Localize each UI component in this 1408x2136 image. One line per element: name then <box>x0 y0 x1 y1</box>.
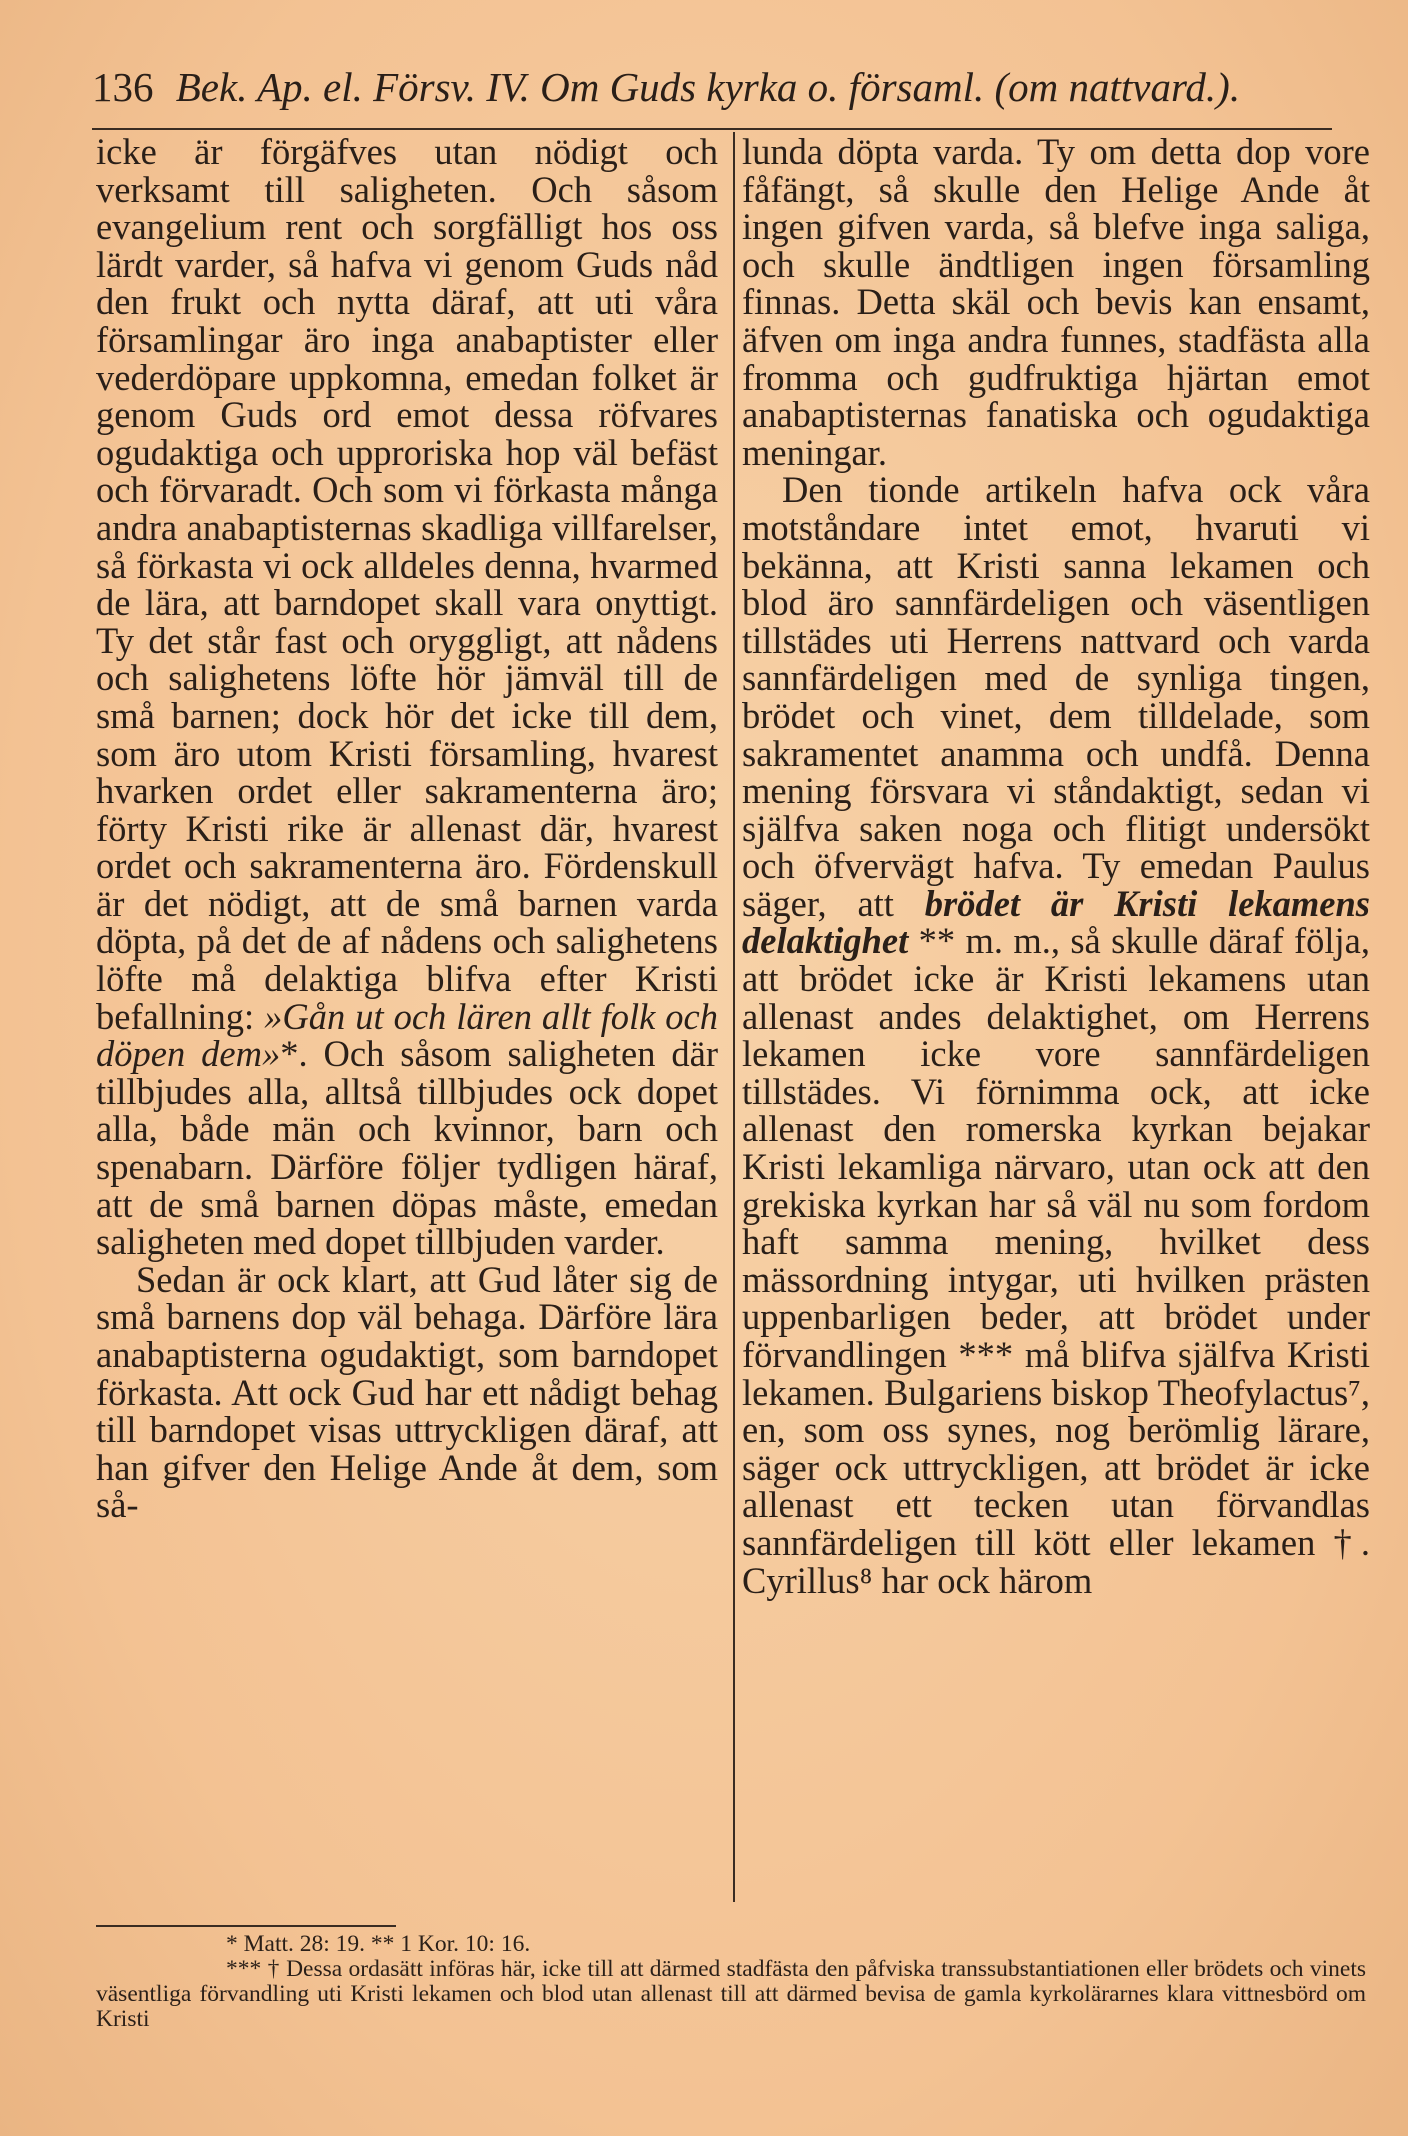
left-column <box>96 133 718 1524</box>
text-run: Den tionde artikeln hafva ock våra motståndare intet emot, hvaruti vi bekänna, att Kristi sanna lekamen och blod äro sannfärdeligen och väsentligen tillstädes uti Herrens nattvard och varda sannfärdeligen med de synliga tingen, brödet och vinet, dem tilldelade, som sakramentet anamma och undfå. Denna mening försvara vi ståndaktigt, sedan vi själfva saken noga och flitigt undersökt och öfvervägt hafva. Ty emedan Paulus säger, att <box>742 469 1370 924</box>
running-header <box>92 60 1332 114</box>
paragraph <box>742 133 1370 471</box>
right-column <box>742 133 1370 1599</box>
footnote-references: * Matt. 28: 19. ** 1 Kor. 10: 16. <box>226 1931 531 1957</box>
paragraph <box>96 133 718 1261</box>
text-run: »Gån ut och lären allt folk och döpen dem» <box>96 995 718 1075</box>
column-divider <box>733 132 735 1902</box>
running-title: Bek. Ap. el. Försv. IV. Om Guds kyrka o. församl. (om nattvard.). <box>175 64 1241 110</box>
text-run: ** m. m., så skulle däraf följa, att brödet icke är Kristi lekamens utan allenast andes delaktighet, om Herrens lekamen icke vore sannfärdeligen tillstädes. Vi förnimma ock, att icke allenast den romerska kyrkan bejakar Kristi lekamliga närvaro, utan ock att den grekiska kyrkan har så väl nu som fordom haft samma mening, hvilket dess mässordning intygar, uti hvilken prästen uppenbarligen beder, att brödet under förvandlingen *** må blifva själfva Kristi lekamen. Bulgariens biskop Theofylactus⁷, en, som oss synes, nog berömlig lärare, säger ock uttryckligen, att brödet är icke allenast ett tecken utan förvandlas sannfärdeligen till kött eller lekamen †. Cyrillus⁸ har ock härom <box>742 920 1370 1601</box>
text-run: icke är förgäfves utan nödigt och verksamt till saligheten. Och såsom evangelium rent och sorgfälligt hos oss lärdt varder, så hafva vi genom Guds nåd den frukt och nytta däraf, att uti våra församlingar äro inga anabaptister eller vederdöpare uppkomna, emedan folket är genom Guds ord emot dessa röfvares ogudaktiga och upproriska hop väl befäst och förvaradt. Och som vi förkasta många andra anabaptisternas skadliga villfarelser, så förkasta vi ock alldeles denna, hvarmed de lära, att barndopet skall vara onyttigt. Ty det står fast och oryggligt, att nådens och salighetens löfte hör jämväl till de små barnen; dock hör det icke till dem, som äro utom Kristi församling, hvarest hvarken ordet eller sakramenterna äro; förty Kristi rike är allenast där, hvarest ordet och sakramenterna äro. Fördenskull är det nödigt, att de små barnen varda döpta, på det de af nådens och salighetens löfte må delaktiga blifva efter Kristi befallning: <box>96 131 718 1037</box>
footnote-translation-note: *** † Dessa ordasätt införas här, icke till att därmed stadfästa den påfviska transsubstantiationen eller brödets och vinets väsentliga förvandling uti Kristi lekamen och blod utan allenast till att därmed bevisa de gamla kyrkolärarnes klara vittnesbörd om Kristi <box>96 1956 1366 2032</box>
page-number: 136 <box>92 64 154 110</box>
text-run: *. Och såsom saligheten där tillbjudes alla, alltså tillbjudes ock dopet alla, både män och kvinnor, barn och spenabarn. Därföre följer tydligen häraf, att de små barnen döpas måste, emedan saligheten med dopet tillbjuden varder. <box>96 1033 718 1263</box>
header-rule <box>92 128 1332 130</box>
text-run: lunda döpta varda. Ty om detta dop vore fåfängt, så skulle den Helige Ande åt ingen gifven varda, så blefve inga saliga, och skulle ändtligen ingen församling finnas. Detta skäl och bevis kan ensamt, äfven om inga andra funnes, stadfästa alla fromma och gudfruktiga hjärtan emot anabaptisternas fanatiska och ogudaktiga meningar. <box>742 131 1370 473</box>
paragraph <box>742 471 1370 1599</box>
text-run: Sedan är ock klart, att Gud låter sig de små barnens dop väl behaga. Därföre lära anabaptisterna ogudaktigt, som barndopet förkasta. Att ock Gud har ett nådigt behag till barndopet visas uttryckligen däraf, att han gifver den Helige Ande åt dem, som så- <box>96 1258 718 1526</box>
footnote-rule <box>96 1925 396 1927</box>
footnotes <box>96 1932 1366 2032</box>
text-run: brödet är Kristi lekamens delaktighet <box>742 882 1370 962</box>
paragraph <box>96 1258 718 1526</box>
